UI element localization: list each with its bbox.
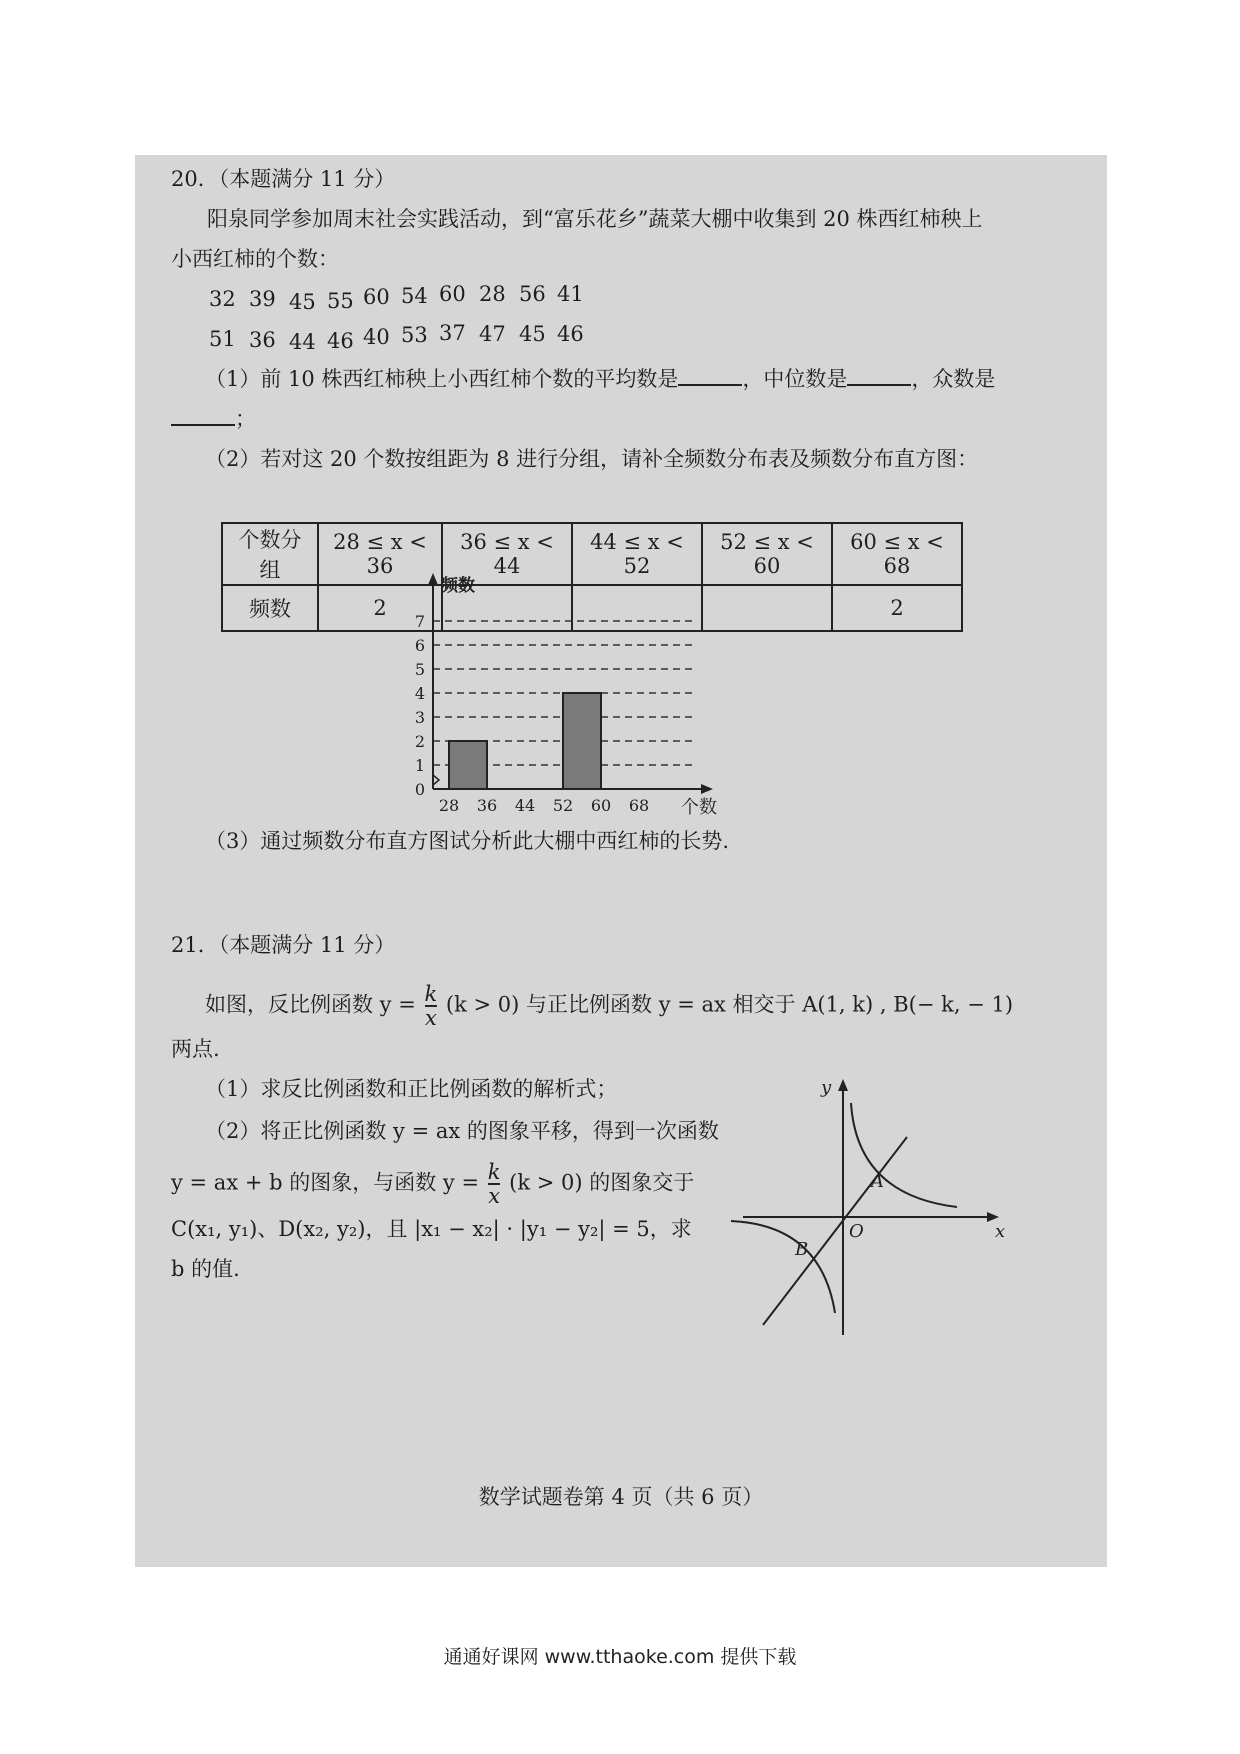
q20-part2: （2）若对这 20 个数按组距为 8 进行分组，请补全频数分布表及频数分布直方图：: [205, 447, 979, 471]
x-tick-label: 60: [590, 796, 612, 815]
q21-line1-b: (k > 0) 与正比例函数 y = ax 相交于 A(1, k) , B(− k, − 1): [445, 992, 1014, 1017]
y-tick-label: 7: [414, 612, 425, 631]
fraction-k-over-x: [488, 1161, 501, 1207]
table-header-cell: 36 ≤ x < 44: [442, 523, 572, 585]
q20-part3: （3）通过频数分布直方图试分析此大棚中西红柿的长势.: [205, 829, 730, 853]
data-value: 47: [479, 322, 506, 346]
q21-part1: （1）求反比例函数和正比例函数的解析式；: [205, 1077, 618, 1101]
data-value: 39: [249, 287, 276, 311]
q20-part1: [205, 365, 995, 393]
data-value: 28: [479, 282, 506, 306]
q20-part1-mode-label: ，众数是: [911, 367, 996, 391]
fraction-k-over-x: [425, 983, 438, 1029]
proportional-line: [763, 1137, 907, 1325]
table-header-cell: 28 ≤ x < 36: [318, 523, 442, 585]
y-axis-label: y: [821, 1077, 832, 1098]
data-value: 40: [363, 325, 390, 349]
y-tick-label: 4: [414, 684, 425, 703]
y-tick-label: 3: [414, 708, 425, 727]
data-value: 60: [363, 285, 390, 309]
origin-label: O: [849, 1221, 864, 1242]
frac-numerator: k: [424, 982, 438, 1006]
y-axis-arrow: [428, 573, 438, 585]
data-value: 56: [519, 282, 546, 306]
point-a-label: A: [871, 1171, 884, 1192]
x-tick-label: 68: [628, 796, 650, 815]
table-cell: 2: [832, 585, 962, 631]
x-tick-label: 52: [552, 796, 574, 815]
data-value: 46: [557, 322, 584, 346]
data-value: 55: [327, 289, 354, 313]
exam-sheet: [135, 155, 1107, 1567]
page-footer: 数学试题卷第 4 页（共 6 页）: [478, 1485, 764, 1509]
q21-part2-line2: [171, 1161, 694, 1207]
site-watermark: 通通好课网 www.tthaoke.com 提供下载: [443, 1646, 797, 1668]
frequency-histogram: [403, 567, 743, 817]
hyperbola-branch-q1: [851, 1103, 957, 1207]
data-value: 36: [249, 328, 276, 352]
data-value: 32: [209, 287, 236, 311]
x-axis-title: 个数: [681, 797, 717, 817]
answer-blank-mode: [171, 406, 235, 426]
q20-title: 20．（本题满分 11 分）: [171, 167, 396, 191]
q20-part1-cont: [171, 405, 256, 433]
y-tick-label: 2: [414, 732, 425, 751]
frac-denominator: x: [424, 1006, 437, 1030]
q21-part2-line3: C(x₁, y₁)、D(x₂, y₂)，且 |x₁ − x₂| · |y₁ − y₂| = 5，求: [171, 1217, 692, 1241]
q20-part1-end: ；: [235, 407, 256, 431]
x-tick-label: 44: [514, 796, 536, 815]
data-value: 53: [401, 323, 428, 347]
frac-numerator: k: [487, 1160, 501, 1184]
data-value: 44: [289, 330, 316, 354]
q21-part2-line2-b: (k > 0) 的图象交于: [509, 1170, 695, 1195]
table-header-cell: 60 ≤ x < 68: [832, 523, 962, 585]
data-value: 45: [289, 290, 316, 314]
data-value: 45: [519, 322, 546, 346]
y-tick-label: 6: [414, 636, 425, 655]
y-tick-label: 0: [414, 780, 425, 799]
q21-part2-line2-a: y = ax + b 的图象，与函数 y =: [171, 1170, 480, 1195]
y-axis-title: 频数: [441, 576, 475, 596]
x-axis-arrow: [701, 784, 713, 794]
data-value: 54: [401, 284, 428, 308]
answer-blank-mean: [678, 366, 742, 386]
q21-title: 21．（本题满分 11 分）: [171, 933, 396, 957]
point-b-label: B: [795, 1239, 809, 1260]
q20-part1-median-label: ，中位数是: [742, 367, 848, 391]
data-value: 46: [327, 329, 354, 353]
histogram-bar: [449, 741, 487, 789]
y-tick-label: 5: [414, 660, 425, 679]
histogram-bar: [563, 693, 601, 789]
table-cell: 频数: [222, 585, 318, 631]
q21-line1: [205, 983, 1013, 1029]
function-graph: [725, 1075, 1015, 1345]
q20-part1-mean-label: （1）前 10 株西红柿秧上小西红柿个数的平均数是: [205, 367, 679, 391]
q20-intro-line2: 小西红柿的个数：: [171, 247, 339, 271]
data-value: 37: [439, 321, 466, 345]
q21-line2: 两点.: [171, 1037, 220, 1061]
table-header-cell: 44 ≤ x < 52: [572, 523, 702, 585]
q20-intro-line1: 阳泉同学参加周末社会实践活动，到“富乐花乡”蔬菜大棚中收集到 20 株西红柿秧上: [207, 207, 983, 231]
q21-part2-line1: （2）将正比例函数 y = ax 的图象平移，得到一次函数: [205, 1119, 719, 1143]
x-tick-label: 36: [476, 796, 498, 815]
data-value: 60: [439, 282, 466, 306]
table-header-cell: 52 ≤ x < 60: [702, 523, 832, 585]
data-value: 41: [557, 282, 584, 306]
q21-line1-a: 如图，反比例函数 y =: [205, 992, 416, 1017]
frac-denominator: x: [488, 1184, 501, 1208]
q21-part2-line4: b 的值.: [171, 1257, 240, 1281]
answer-blank-median: [847, 366, 911, 386]
y-tick-label: 1: [414, 756, 425, 775]
x-tick-label: 28: [438, 796, 460, 815]
table-cell: 2: [318, 585, 442, 631]
table-header-cell: 个数分组: [222, 523, 318, 585]
x-axis-label: x: [995, 1221, 1006, 1242]
y-axis-arrow: [838, 1079, 848, 1091]
data-value: 51: [209, 327, 236, 351]
